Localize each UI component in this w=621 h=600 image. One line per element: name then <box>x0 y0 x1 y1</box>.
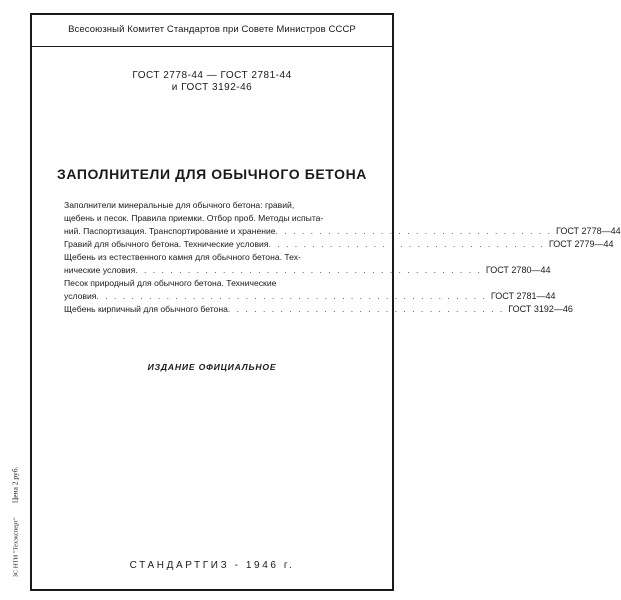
dot-leader: . . . . . . . . . . . . . . . . . . . . . . . . . . . . . . . . <box>275 226 552 236</box>
contents-item-3-line-2: нические условия <box>64 265 136 275</box>
standard-codes-line-1: ГОСТ 2778-44 — ГОСТ 2781-44 <box>132 70 292 81</box>
edition-label: ИЗДАНИЕ ОФИЦИАЛЬНОЕ <box>147 362 277 372</box>
contents-item-2-code: ГОСТ 2779—44 <box>548 239 614 249</box>
publisher-imprint: СТАНДАРТГИЗ - 1946 г. <box>129 560 295 571</box>
standard-codes-line-2: и ГОСТ 3192-46 <box>171 82 253 93</box>
organization-name: Всесоюзный Комитет Стандартов при Совете Министров СССР <box>68 24 356 35</box>
price-note: Цена 2 руб. <box>10 466 20 504</box>
contents-item-1 <box>64 225 621 238</box>
dot-leader: . . . . . . . . . . . . . . . . . . . . . . . . . . . . . . . . <box>227 304 505 314</box>
dot-leader: . . . . . . . . . . . . . . . . . . . . . . . . . . . . . . . . . . . . . . . . . . . . . <box>96 291 487 301</box>
contents-item-3-line-1: Щебень из естественного камня для обычного бетона. Тех- <box>64 252 301 262</box>
contents-item-1-line-3: ний. Паспортизация. Транспортирование и хранение <box>64 226 276 236</box>
contents-item-5-code: ГОСТ 3192—46 <box>508 304 573 314</box>
printer-note: ЗС НТИ "Техэксперт" <box>12 517 20 578</box>
contents-item-5 <box>64 303 573 316</box>
contents-item-1-code: ГОСТ 2778—44 <box>555 226 621 236</box>
contents-item-1-line-2: щебень и песок. Правила приемки. Отбор проб. Методы испыта- <box>64 213 324 223</box>
margin-notes <box>4 444 26 586</box>
contents-item-4-code: ГОСТ 2781—44 <box>490 291 556 301</box>
contents-item-1-line-1: Заполнители минеральные для обычного бетона: гравий, <box>64 200 295 210</box>
contents-list <box>64 199 621 316</box>
contents-item-4-line-1: Песок природный для обычного бетона. Технические <box>64 278 277 288</box>
contents-item-3-code: ГОСТ 2780—44 <box>485 265 551 275</box>
dot-leader: . . . . . . . . . . . . . . . . . . . . . . . . . . . . . . . . <box>268 239 545 249</box>
document-title: ЗАПОЛНИТЕЛИ ДЛЯ ОБЫЧНОГО БЕТОНА <box>56 166 368 182</box>
contents-item-5-line-1: Щебень кирпичный для обычного бетона <box>64 304 228 314</box>
contents-item-4 <box>64 290 556 303</box>
contents-item-4-line-2: условия <box>64 291 97 301</box>
standard-codes <box>32 70 392 94</box>
margin-notes-text <box>11 453 20 578</box>
contents-item-2 <box>64 238 614 251</box>
dot-leader: . . . . . . . . . . . . . . . . . . . . . . . . . . . . . . . . . . . . . . . . <box>135 265 482 275</box>
contents-item-3 <box>64 264 551 277</box>
header-divider <box>32 46 392 47</box>
contents-item-2-line-1: Гравий для обычного бетона. Технические условия <box>64 239 269 249</box>
cover-frame <box>30 13 621 591</box>
